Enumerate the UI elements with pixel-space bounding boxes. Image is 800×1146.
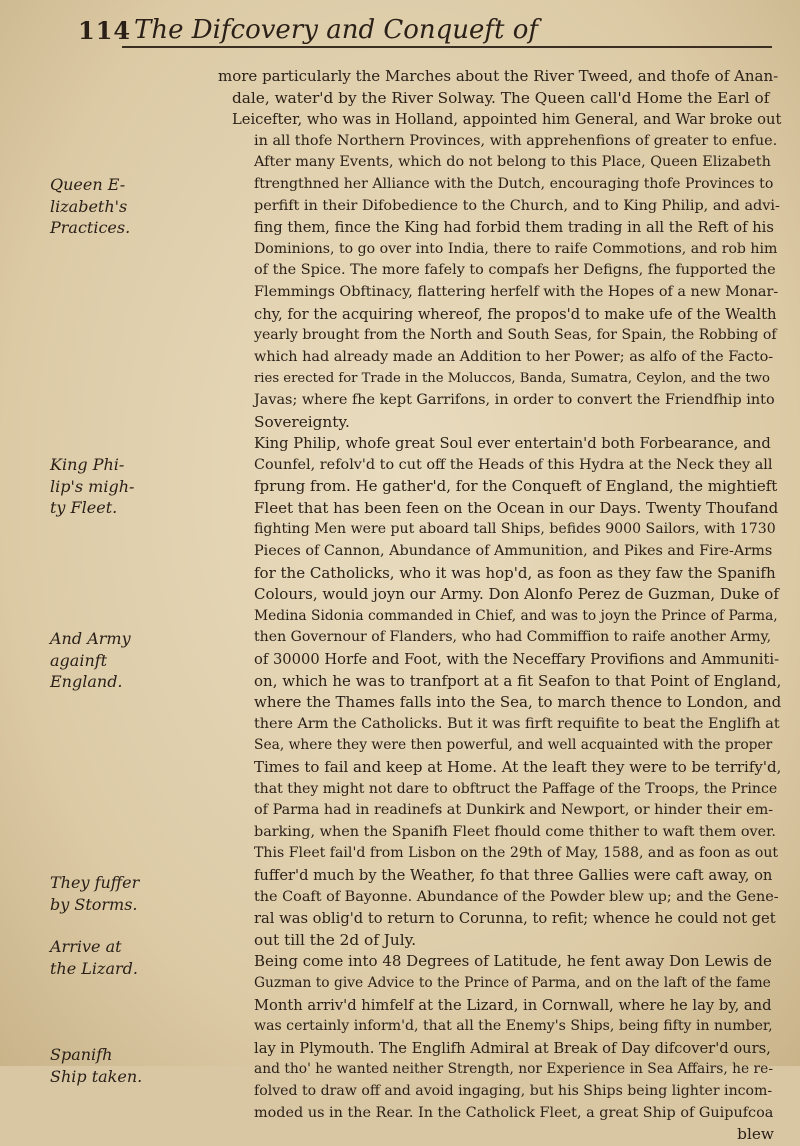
text-line: barking, when the Spanifh Fleet fhould come thither to waft them over. <box>254 823 776 840</box>
text-line: out till the 2d of July. <box>254 930 417 949</box>
margin-note-line: ty Fleet. <box>50 498 118 518</box>
margin-note-line: Practices. <box>50 218 131 238</box>
text-line: fing them, fince the King had forbid them trading in all the Reft of his <box>254 219 774 237</box>
margin-note-king <box>50 454 215 519</box>
text-line: Colours, would joyn our Army. Don Alonfo Perez de Guzman, Duke of <box>254 585 779 604</box>
text-line: After many Events, which do not belong to this Place, Queen Elizabeth <box>254 154 771 171</box>
margin-note-line: Ship taken. <box>50 1066 143 1086</box>
text-line: Times to fail and keep at Home. At the leaft they were to be terrify'd, <box>254 758 782 776</box>
margin-note-line: the Lizard. <box>50 958 138 978</box>
text-line: lay in Plymouth. The Englifh Admiral at Break of Day difcover'd ours, <box>254 1039 771 1057</box>
text-line: folved to draw off and avoid ingaging, but his Ships being lighter incom- <box>254 1082 773 1099</box>
margin-note-line: King Phi- <box>50 455 125 474</box>
text-line: fuffer'd much by the Weather, fo that three Gallies were caft away, on <box>254 866 773 884</box>
margin-note-lizard <box>50 936 215 979</box>
text-line: perfift in their Difobedience to the Church, and to King Philip, and advi- <box>254 197 780 214</box>
text-line: the Coaft of Bayonne. Abundance of the Powder blew up; and the Gene- <box>254 888 779 905</box>
text-line: then Governour of Flanders, who had Commiffion to raife another Army, <box>254 629 772 646</box>
margin-note-line: Arrive at <box>50 937 122 956</box>
margin-note-line: lizabeth's <box>50 196 128 216</box>
text-line: King Philip, whofe great Soul ever entertain'd both Forbearance, and <box>254 435 771 453</box>
text-line: ries erected for Trade in the Moluccos, Banda, Sumatra, Ceylon, and the two <box>254 371 770 387</box>
text-line: This Fleet fail'd from Lisbon on the 29th of May, 1588, and as foon as out <box>254 845 779 862</box>
text-line: of Parma had in readinefs at Dunkirk and Newport, or hinder their em- <box>254 802 774 819</box>
text-line: ftrengthned her Alliance with the Dutch, encouraging thofe Provinces to <box>254 175 774 192</box>
text-line: in all thofe Northern Provinces, with apprehenfions of greater to enfue. <box>254 132 778 149</box>
margin-note-line: Spanifh <box>50 1045 113 1064</box>
text-line: ral was oblig'd to return to Corunna, to refit; whence he could not get <box>254 910 776 928</box>
margin-note-line: againft <box>50 650 108 670</box>
text-line: more particularly the Marches about the River Tweed, and thofe of Anan- <box>218 67 779 85</box>
text-line: moded us in the Rear. In the Catholick Fleet, a great Ship of Guipufcoa <box>254 1104 774 1121</box>
text-line: chy, for the acquiring whereof, fhe propos'd to make ufe of the Wealth <box>254 305 777 323</box>
margin-note-queen <box>50 174 215 239</box>
text-line: Dominions, to go over into India, there to raife Commotions, and rob him <box>254 240 778 257</box>
margin-note-army <box>50 628 215 693</box>
margin-note-spanish <box>50 1044 215 1087</box>
text-line: Flemmings Obftinacy, flattering herfelf with the Hopes of a new Monar- <box>254 283 779 300</box>
text-line: Guzman to give Advice to the Prince of Parma, and on the laft of the fame <box>254 974 771 991</box>
margin-note-line: They fuffer <box>50 873 140 892</box>
text-line: Sovereignty. <box>254 412 350 431</box>
text-line: for the Catholicks, who it was hop'd, as foon as they faw the Spanifh <box>254 563 776 582</box>
margin-note-line: England. <box>50 672 123 692</box>
margin-note-line: And Army <box>50 629 131 648</box>
text-line: Being come into 48 Degrees of Latitude, he fent away Don Lewis de <box>254 952 772 971</box>
margin-note-line: by Storms. <box>50 894 138 914</box>
text-line: fprung from. He gather'd, for the Conqueft of England, the mightieft <box>254 477 778 496</box>
text-line: fighting Men were put aboard tall Ships, befides 9000 Sailors, with 1730 <box>254 521 776 538</box>
margin-note-line: lip's migh- <box>50 476 135 496</box>
margin-note-storms <box>50 872 215 915</box>
text-line: Counfel, refolv'd to cut off the Heads of this Hydra at the Neck they all <box>254 456 773 473</box>
text-line: Javas; where fhe kept Garrifons, in order to convert the Friendfhip into <box>254 391 775 408</box>
text-line: dale, water'd by the River Solway. The Queen call'd Home the Earl of <box>232 88 770 107</box>
text-line: of 30000 Horfe and Foot, with the Neceffary Provifions and Ammuniti- <box>254 651 780 669</box>
text-line: Medina Sidonia commanded in Chief, and was to joyn the Prince of Parma, <box>254 607 778 624</box>
text-line: Fleet that has been feen on the Ocean in our Days. Twenty Thoufand <box>254 498 779 517</box>
text-line: which had already made an Addition to her Power; as alfo of the Facto- <box>254 348 774 365</box>
page-number: 114 <box>78 16 132 45</box>
text-line: Month arriv'd himfelf at the Lizard, in Cornwall, where he lay by, and <box>254 996 772 1014</box>
text-line: Pieces of Cannon, Abundance of Ammunition, and Pikes and Fire-Arms <box>254 543 773 560</box>
text-line: and tho' he wanted neither Strength, nor Experience in Sea Affairs, he re- <box>254 1061 773 1078</box>
text-line: on, which he was to tranfport at a fit Seafon to that Point of England, <box>254 671 782 690</box>
catchword: blew <box>737 1125 774 1144</box>
text-line: Sea, where they were then powerful, and well acquainted with the proper <box>254 737 773 754</box>
page-header <box>0 14 800 54</box>
text-line: yearly brought from the North and South Seas, for Spain, the Robbing of <box>254 327 777 344</box>
body-text <box>218 66 780 1146</box>
text-line: of the Spice. The more fafely to compafs her Defigns, fhe fupported the <box>254 262 776 279</box>
text-line: that they might not dare to obftruct the Paffage of the Troops, the Prince <box>254 780 778 797</box>
text-line: where the Thames falls into the Sea, to march thence to London, and <box>254 693 782 712</box>
text-line: Leicefter, who was in Holland, appointed him General, and War broke out <box>232 111 782 129</box>
text-line: was certainly inform'd, that all the Enemy's Ships, being fifty in number, <box>254 1018 773 1035</box>
margin-note-line: Queen E- <box>50 175 126 194</box>
running-head: The Difcovery and Conqueft of <box>122 14 772 48</box>
text-line: there Arm the Catholicks. But it was firft requifite to beat the Englifh at <box>254 715 780 732</box>
